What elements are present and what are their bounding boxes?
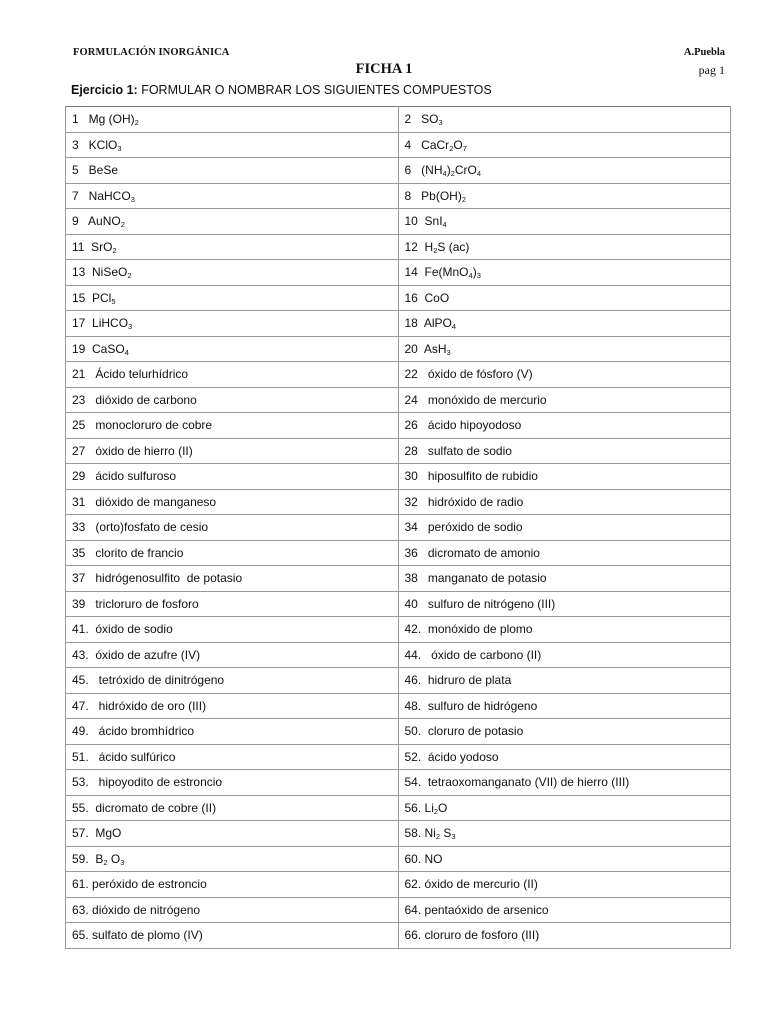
table-row xyxy=(66,158,731,184)
table-row xyxy=(66,387,731,413)
page-title: FICHA 1 xyxy=(355,61,413,77)
compound-cell: 12 $H_2S$ (ac) xyxy=(398,234,731,260)
compound-cell: 38 manganato de potasio xyxy=(398,566,731,592)
compound-cell: 13 NiSeO$_2$ xyxy=(66,260,399,286)
exercise-label: Ejercicio 1: xyxy=(71,83,138,97)
table-row xyxy=(66,515,731,541)
compound-cell: 29 ácido sulfuroso xyxy=(66,464,399,490)
compound-cell: 58. $Ni_2$ $S_3$ xyxy=(398,821,731,847)
compound-cell: 20 AsH$_3$ xyxy=(398,336,731,362)
table-row xyxy=(66,770,731,796)
compound-cell: 7 NaHCO$_3$ xyxy=(66,183,399,209)
table-row xyxy=(66,923,731,949)
compound-cell: 3 KClO$_3$ xyxy=(66,132,399,158)
compound-cell: 10 SnI$_4$ xyxy=(398,209,731,235)
compound-cell: 30 hiposulfito de rubidio xyxy=(398,464,731,490)
compound-cell: 25 monocloruro de cobre xyxy=(66,413,399,439)
header-left-title: FORMULACIÓN INORGÁNICA xyxy=(73,47,230,58)
table-row xyxy=(66,617,731,643)
compound-cell: 34 peróxido de sodio xyxy=(398,515,731,541)
table-row xyxy=(66,311,731,337)
compound-cell: 26 ácido hipoyodoso xyxy=(398,413,731,439)
compound-cell: 1 Mg $(OH)_2$ xyxy=(66,107,399,133)
compound-cell: 46. hidruro de plata xyxy=(398,668,731,694)
compound-cell: 14 $Fe(MnO_4)_3$ xyxy=(398,260,731,286)
compound-cell: 50. cloruro de potasio xyxy=(398,719,731,745)
table-row xyxy=(66,795,731,821)
compound-cell: 11 SrO$_2$ xyxy=(66,234,399,260)
compound-cell: 16 CoO xyxy=(398,285,731,311)
compound-cell: 56. $Li_2O$ xyxy=(398,795,731,821)
compound-cell: 54. tetraoxomanganato (VII) de hierro (III) xyxy=(398,770,731,796)
compound-cell: 23 dióxido de carbono xyxy=(66,387,399,413)
compound-cell: 36 dicromato de amonio xyxy=(398,540,731,566)
compound-cell: 60. NO xyxy=(398,846,731,872)
table-row xyxy=(66,260,731,286)
compound-cell: 63. dióxido de nitrógeno xyxy=(66,897,399,923)
exercise-heading xyxy=(71,83,492,97)
table-row xyxy=(66,872,731,898)
table-row xyxy=(66,234,731,260)
table-row xyxy=(66,897,731,923)
compound-cell: 9 AuNO$_2$ xyxy=(66,209,399,235)
compound-cell: 59. $B_2$ $O_3$ xyxy=(66,846,399,872)
compound-cell: 32 hidróxido de radio xyxy=(398,489,731,515)
compound-cell: 4 $CaCr_2O_7$ xyxy=(398,132,731,158)
table-row xyxy=(66,464,731,490)
compounds-table xyxy=(65,106,731,949)
table-row xyxy=(66,183,731,209)
compound-cell: 8 $Pb(OH)_2$ xyxy=(398,183,731,209)
compound-cell: 61. peróxido de estroncio xyxy=(66,872,399,898)
table-row xyxy=(66,107,731,133)
compound-cell: 47. hidróxido de oro (III) xyxy=(66,693,399,719)
compound-cell: 43. óxido de azufre (IV) xyxy=(66,642,399,668)
compound-cell: 5 BeSe xyxy=(66,158,399,184)
compound-cell: 53. hipoyodito de estroncio xyxy=(66,770,399,796)
compound-cell: 18 AlPO$_4$ xyxy=(398,311,731,337)
compound-cell: 22 óxido de fósforo (V) xyxy=(398,362,731,388)
table-row xyxy=(66,489,731,515)
compound-cell: 55. dicromato de cobre (II) xyxy=(66,795,399,821)
table-row xyxy=(66,413,731,439)
table-row xyxy=(66,642,731,668)
compound-cell: 15 PCl$_5$ xyxy=(66,285,399,311)
table-row xyxy=(66,744,731,770)
compound-cell: 64. pentaóxido de arsenico xyxy=(398,897,731,923)
compound-cell: 40 sulfuro de nitrógeno (III) xyxy=(398,591,731,617)
table-row xyxy=(66,566,731,592)
table-row xyxy=(66,285,731,311)
table-row xyxy=(66,209,731,235)
compound-cell: 6 $(NH_4)_2CrO_4$ xyxy=(398,158,731,184)
table-row xyxy=(66,821,731,847)
compound-cell: 48. sulfuro de hidrógeno xyxy=(398,693,731,719)
compound-cell: 17 LiHCO$_3$ xyxy=(66,311,399,337)
page-number: pag 1 xyxy=(698,63,725,77)
compound-cell: 24 monóxido de mercurio xyxy=(398,387,731,413)
compound-cell: 28 sulfato de sodio xyxy=(398,438,731,464)
compound-cell: 44. óxido de carbono (II) xyxy=(398,642,731,668)
compound-cell: 2 $SO_3$ xyxy=(398,107,731,133)
table-row xyxy=(66,846,731,872)
compound-cell: 39 tricloruro de fosforo xyxy=(66,591,399,617)
compound-cell: 57. MgO xyxy=(66,821,399,847)
table-row xyxy=(66,132,731,158)
table-row xyxy=(66,336,731,362)
compound-cell: 31 dióxido de manganeso xyxy=(66,489,399,515)
compound-cell: 35 clorito de francio xyxy=(66,540,399,566)
compound-cell: 51. ácido sulfúrico xyxy=(66,744,399,770)
compound-cell: 65. sulfato de plomo (IV) xyxy=(66,923,399,949)
table-row xyxy=(66,693,731,719)
header-author: A.Puebla xyxy=(683,47,725,58)
compound-cell: 41. óxido de sodio xyxy=(66,617,399,643)
compound-cell: 49. ácido bromhídrico xyxy=(66,719,399,745)
compound-cell: 62. óxido de mercurio (II) xyxy=(398,872,731,898)
compound-cell: 27 óxido de hierro (II) xyxy=(66,438,399,464)
compound-cell: 52. ácido yodoso xyxy=(398,744,731,770)
exercise-instruction: FORMULAR O NOMBRAR LOS SIGUIENTES COMPUESTOS xyxy=(141,83,492,97)
compound-cell: 66. cloruro de fosforo (III) xyxy=(398,923,731,949)
compound-cell: 19 CaSO$_4$ xyxy=(66,336,399,362)
compound-cell: 21 Ácido telurhídrico xyxy=(66,362,399,388)
table-row xyxy=(66,540,731,566)
table-row xyxy=(66,719,731,745)
compound-cell: 33 (orto)fosfato de cesio xyxy=(66,515,399,541)
compound-cell: 45. tetróxido de dinitrógeno xyxy=(66,668,399,694)
table-row xyxy=(66,362,731,388)
table-row xyxy=(66,668,731,694)
compound-cell: 42. monóxido de plomo xyxy=(398,617,731,643)
table-row xyxy=(66,438,731,464)
table-row xyxy=(66,591,731,617)
compound-cell: 37 hidrógenosulfito de potasio xyxy=(66,566,399,592)
